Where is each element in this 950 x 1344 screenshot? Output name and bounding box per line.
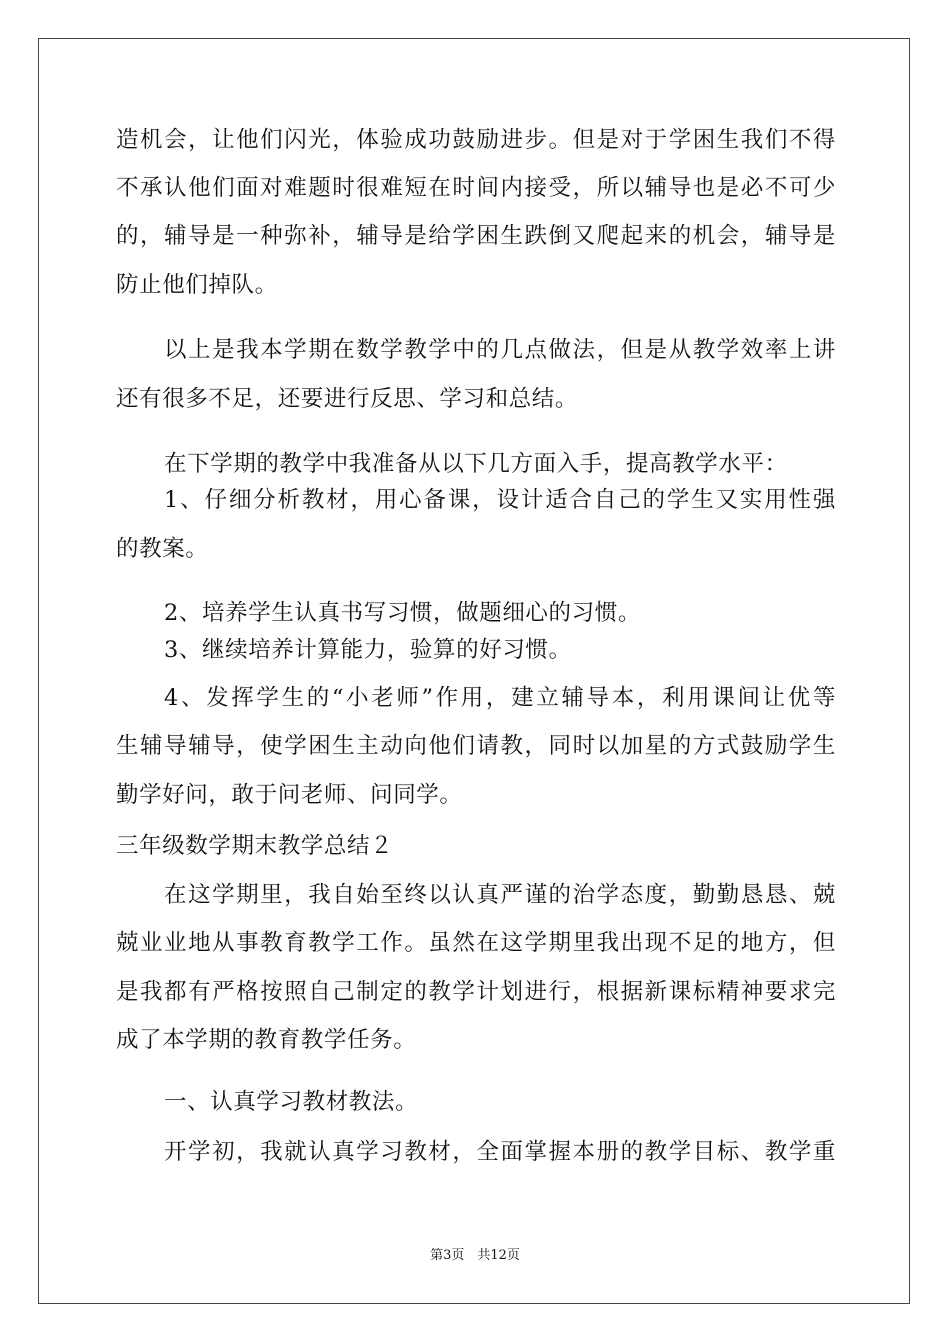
text-line: 的，辅导是一种弥补，辅导是给学困生跌倒又爬起来的机会，辅导是 bbox=[116, 223, 836, 249]
section-heading: 三年级数学期末教学总结２ bbox=[116, 833, 394, 859]
text-line: 的教案。 bbox=[116, 536, 209, 562]
text-line: 不承认他们面对难题时很难短在时间内接受，所以辅导也是必不可少 bbox=[116, 175, 836, 201]
text-line: 是我都有严格按照自己制定的教学计划进行，根据新课标精神要求完 bbox=[116, 979, 836, 1005]
text-line: 成了本学期的教育教学任务。 bbox=[116, 1027, 417, 1053]
text-line: 兢业业地从事教育教学工作。虽然在这学期里我出现不足的地方，但 bbox=[116, 930, 836, 956]
text-line: 勤学好问，敢于问老师、问同学。 bbox=[116, 782, 463, 808]
paragraph-first-line: 开学初，我就认真学习教材，全面掌握本册的教学目标、教学重 bbox=[164, 1139, 836, 1165]
text-line: 防止他们掉队。 bbox=[116, 272, 278, 298]
list-item-4: 4、发挥学生的“小老师”作用，建立辅导本，利用课间让优等 bbox=[164, 685, 836, 711]
list-item-2: 2、培养学生认真书写习惯，做题细心的习惯。 bbox=[164, 600, 641, 626]
subsection-heading: 一、认真学习教材教法。 bbox=[164, 1089, 419, 1115]
paragraph-first-line: 以上是我本学期在数学教学中的几点做法，但是从教学效率上讲 bbox=[164, 337, 836, 363]
paragraph-first-line: 在下学期的教学中我准备从以下几方面入手，提高教学水平： bbox=[164, 451, 788, 477]
list-item-3: 3、继续培养计算能力，验算的好习惯。 bbox=[164, 637, 572, 663]
page-number: 第3页 共12页 bbox=[430, 1248, 520, 1263]
text-line: 生辅导辅导，使学困生主动向他们请教，同时以加星的方式鼓励学生 bbox=[116, 733, 836, 759]
paragraph-first-line: 在这学期里，我自始至终以认真严谨的治学态度，勤勤恳恳、兢 bbox=[164, 882, 836, 908]
list-item-1: 1、仔细分析教材，用心备课，设计适合自己的学生又实用性强 bbox=[164, 487, 836, 513]
text-line: 造机会，让他们闪光，体验成功鼓励进步。但是对于学困生我们不得 bbox=[116, 127, 836, 153]
text-line: 还有很多不足，还要进行反思、学习和总结。 bbox=[116, 386, 579, 412]
